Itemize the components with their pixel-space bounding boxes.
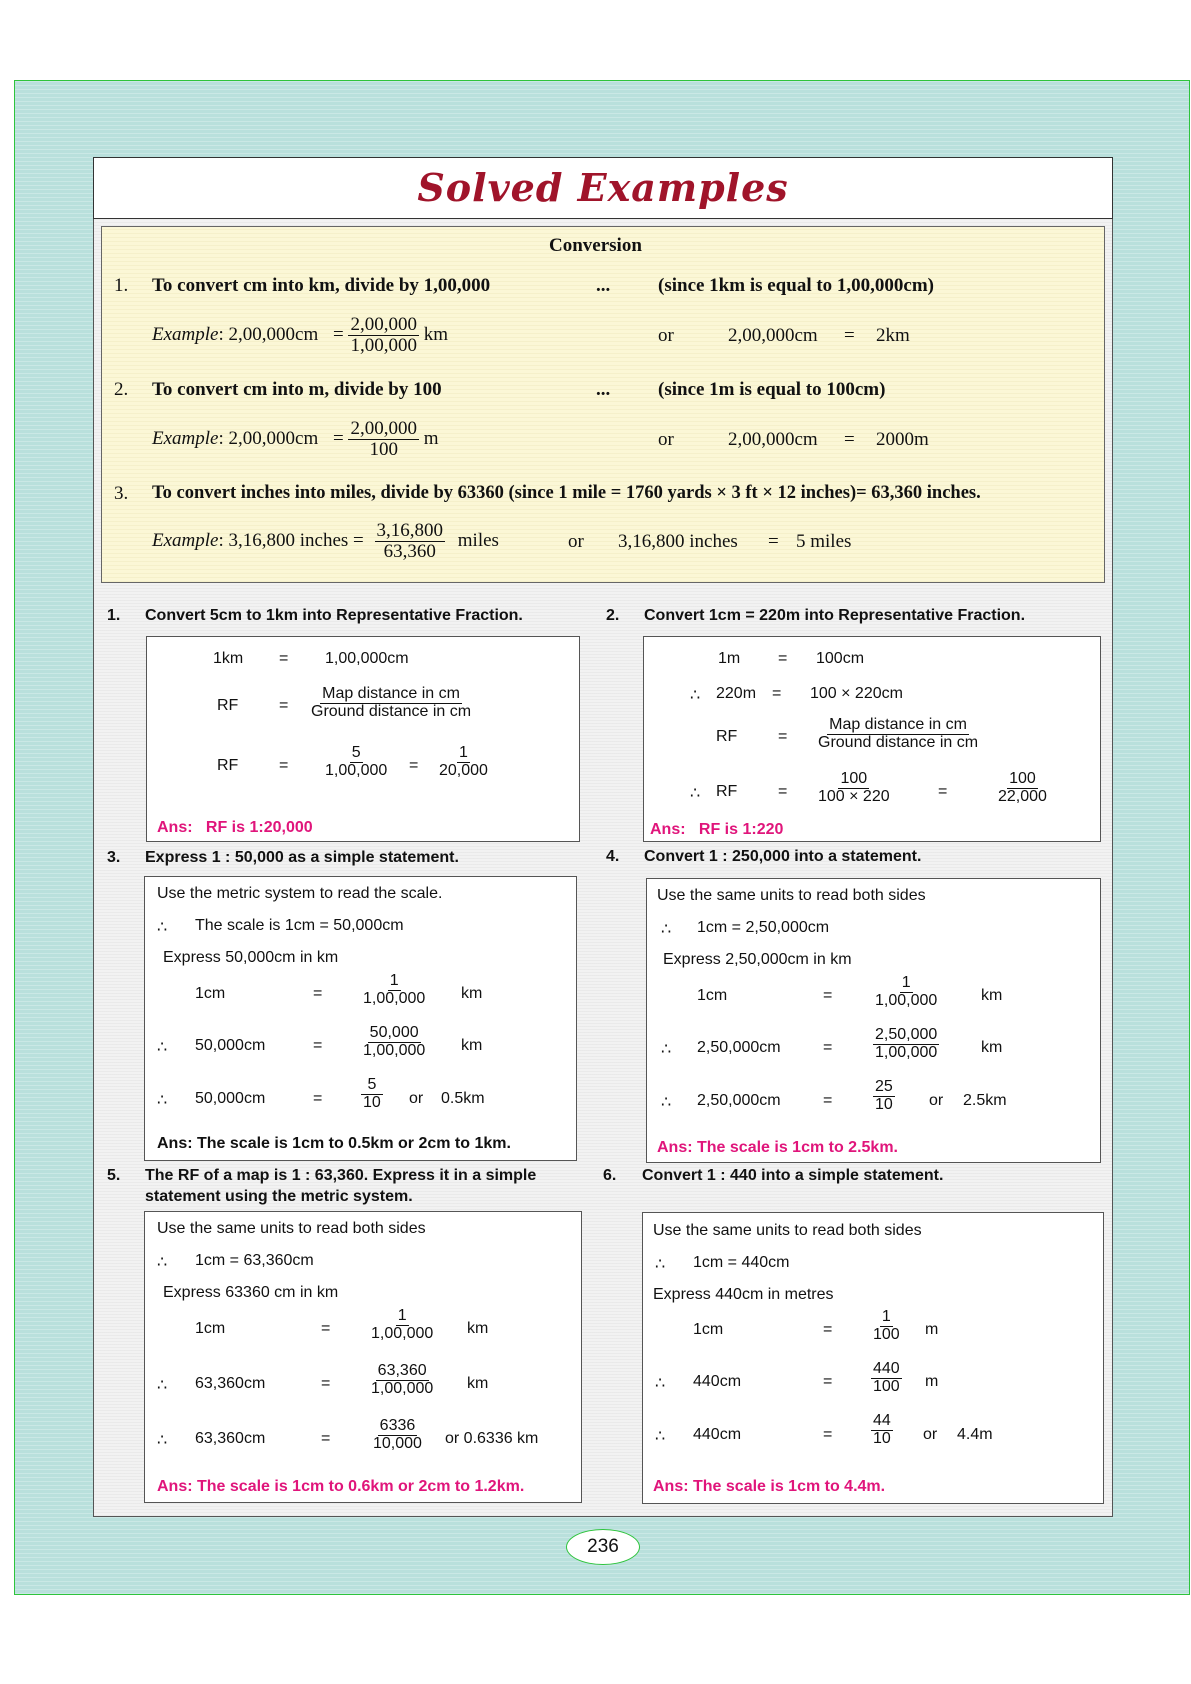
q4-r3-lhs: 2,50,000cm <box>697 1092 781 1109</box>
q3-r2-eq: = <box>313 1037 323 1054</box>
title-banner <box>93 157 1113 219</box>
q5-therefore-3: ∴ <box>157 1432 168 1449</box>
rule3-alt-eq: = <box>768 531 779 552</box>
q6-therefore-2: ∴ <box>655 1375 666 1392</box>
q4-r3-rhs: 2.5km <box>963 1092 1007 1109</box>
q1-answer: Ans: RF is 1:20,000 <box>157 819 313 836</box>
q3-line-2: The scale is 1cm = 50,000cm <box>195 917 404 934</box>
q5-r1-eq: = <box>321 1320 331 1337</box>
q2-frac-a: $\frac{100}{100 \times 220}$ <box>818 770 890 805</box>
q3-r1-frac: $\frac{1}{1,00,000}$ <box>363 972 426 1007</box>
q2-l1-rhs: 100cm <box>816 650 865 667</box>
q1-l2-lhs: RF <box>217 697 239 714</box>
q3-r1-eq: = <box>313 985 323 1002</box>
q6-r2-frac: $\frac{440}{100}$ <box>873 1360 900 1395</box>
q5-solution-box <box>144 1211 582 1503</box>
q2-therefore-2: ∴ <box>690 785 701 802</box>
rule2-text: To convert cm into m, divide by 100 <box>152 379 442 400</box>
q3-r2-unit: km <box>461 1037 483 1054</box>
q4-r1-eq: = <box>823 987 833 1004</box>
q4-r1-unit: km <box>981 987 1003 1004</box>
q5-therefore-1: ∴ <box>157 1254 168 1271</box>
rule1-or: or <box>658 325 674 346</box>
q4-r2-unit: km <box>981 1039 1003 1056</box>
q6-line-1: Use the same units to read both sides <box>653 1222 922 1239</box>
q6-r1-eq: = <box>823 1321 833 1338</box>
q4-line-2: 1cm = 2,50,000cm <box>697 919 830 936</box>
rule2-alt-eq: = <box>844 429 855 450</box>
rule3-text: To convert inches into miles, divide by 63360 (since 1 mile = 1760 yards × 3 ft × 12 inches)= 63,360 inches. <box>152 483 981 503</box>
q3-r1-unit: km <box>461 985 483 1002</box>
q6-r2-unit: m <box>925 1373 939 1390</box>
q2-l3-lhs: RF <box>716 728 738 745</box>
q3-r1-lhs: 1cm <box>195 985 226 1002</box>
q6-therefore-3: ∴ <box>655 1428 666 1445</box>
q6-number: 6. <box>603 1167 617 1184</box>
q2-answer: Ans: RF is 1:220 <box>650 821 784 838</box>
q3-line-1: Use the metric system to read the scale. <box>157 885 443 902</box>
q3-r2-lhs: 50,000cm <box>195 1037 266 1054</box>
q5-r2-frac: $\frac{63,360}{1,00,000}$ <box>371 1362 434 1397</box>
q5-r2-unit: km <box>467 1375 489 1392</box>
q5-line-3: Express 63360 cm in km <box>163 1284 339 1301</box>
q4-r2-lhs: 2,50,000cm <box>697 1039 781 1056</box>
rule1-note: (since 1km is equal to 1,00,000cm) <box>658 275 935 296</box>
q5-title-line-1: The RF of a map is 1 : 63,360. Express it in a simple <box>145 1167 537 1184</box>
rule1-example: Example: 2,00,000cm = $\frac{2,00,000}{1,00,000}$ km <box>152 314 448 356</box>
q2-l4-eq2: = <box>938 783 948 800</box>
rule1-dots: ... <box>596 275 611 296</box>
q5-r1-lhs: 1cm <box>195 1320 226 1337</box>
rule2-number: 2. <box>114 379 129 400</box>
rule1-number: 1. <box>114 275 129 296</box>
q4-r1-frac: $\frac{1}{1,00,000}$ <box>875 974 938 1009</box>
q2-therefore-1: ∴ <box>690 687 701 704</box>
rule3-example: Example: 3,16,800 inches = $\frac{3,16,800}{63,360}$ miles <box>152 520 499 562</box>
q4-therefore-2: ∴ <box>661 1041 672 1058</box>
q3-title: Express 1 : 50,000 as a simple statement. <box>145 849 459 866</box>
q6-r1-lhs: 1cm <box>693 1321 724 1338</box>
q6-r3-rhs: 4.4m <box>957 1426 993 1443</box>
q3-solution-box <box>144 876 577 1161</box>
rule3-alt-rhs: 5 miles <box>796 531 852 552</box>
q2-l2-rhs: 100 × 220cm <box>810 685 903 702</box>
q1-l1-rhs: 1,00,000cm <box>325 650 409 667</box>
q4-therefore-3: ∴ <box>661 1094 672 1111</box>
q3-therefore-2: ∴ <box>157 1039 168 1056</box>
page-title: Solved Examples <box>417 165 789 210</box>
rule3-fraction: $\frac{3,16,800}{63,360}$ <box>376 520 444 562</box>
q5-r3-eq: = <box>321 1430 331 1447</box>
q6-answer: Ans: The scale is 1cm to 4.4m. <box>653 1478 886 1495</box>
q6-solution-box <box>642 1212 1104 1504</box>
q3-r3-or: or <box>409 1090 424 1107</box>
q5-r2-lhs: 63,360cm <box>195 1375 266 1392</box>
q4-title: Convert 1 : 250,000 into a statement. <box>644 848 922 865</box>
q2-l1-lhs: 1m <box>718 650 741 667</box>
q6-r3-lhs: 440cm <box>693 1426 742 1443</box>
q4-line-1: Use the same units to read both sides <box>657 887 926 904</box>
q1-l1-eq: = <box>279 650 289 667</box>
q1-l3-lhs: RF <box>217 757 239 774</box>
page-number: 236 <box>566 1529 640 1565</box>
q4-r3-frac: $\frac{25}{10}$ <box>875 1078 893 1113</box>
q2-l3-eq: = <box>778 728 788 745</box>
q4-solution-box <box>646 878 1101 1163</box>
q5-r1-frac: $\frac{1}{1,00,000}$ <box>371 1307 434 1342</box>
q6-title: Convert 1 : 440 into a simple statement. <box>642 1167 944 1184</box>
q2-rf-formula: Map distance in cm Ground distance in cm <box>818 716 979 751</box>
rule2-example: Example: 2,00,000cm = $\frac{2,00,000}{100}$ m <box>152 418 439 460</box>
q4-r2-frac: $\frac{2,50,000}{1,00,000}$ <box>875 1026 938 1061</box>
q4-r2-eq: = <box>823 1039 833 1056</box>
rule2-alt-rhs: 2000m <box>876 429 929 450</box>
q2-l2-eq: = <box>772 685 782 702</box>
rule2-fraction: $\frac{2,00,000}{100}$ <box>350 418 417 460</box>
q1-l2-eq: = <box>279 697 289 714</box>
rule2-dots: ... <box>596 379 611 400</box>
q5-answer: Ans: The scale is 1cm to 0.6km or 2cm to 1.2km. <box>157 1478 525 1495</box>
q6-r3-frac: $\frac{44}{10}$ <box>873 1412 891 1447</box>
q6-r2-lhs: 440cm <box>693 1373 742 1390</box>
q3-answer: Ans: The scale is 1cm to 0.5km or 2cm to 1km. <box>157 1135 511 1152</box>
q2-l1-eq: = <box>778 650 788 667</box>
q1-frac-a: $\frac{5}{1,00,000}$ <box>325 744 388 779</box>
rule2-alt-lhs: 2,00,000cm <box>728 429 818 450</box>
q6-line-2: 1cm = 440cm <box>693 1254 790 1271</box>
rule3-number: 3. <box>114 483 129 504</box>
q5-r3-frac: $\frac{6336}{10,000}$ <box>373 1417 422 1452</box>
q2-title: Convert 1cm = 220m into Representative Fraction. <box>644 607 1026 624</box>
q1-rf-formula: Map distance in cm Ground distance in cm <box>311 685 472 720</box>
q6-r1-frac: $\frac{1}{100}$ <box>873 1308 900 1343</box>
rule1-alt-lhs: 2,00,000cm <box>728 325 818 346</box>
q1-frac-b: $\frac{1}{20,000}$ <box>439 744 488 779</box>
q5-r1-unit: km <box>467 1320 489 1337</box>
q3-number: 3. <box>107 849 121 866</box>
q6-r3-eq: = <box>823 1426 833 1443</box>
q2-number: 2. <box>606 607 620 624</box>
q1-l1-lhs: 1km <box>213 650 244 667</box>
q3-r3-rhs: 0.5km <box>441 1090 485 1107</box>
q2-l2-lhs: 220m <box>716 685 757 702</box>
q5-therefore-2: ∴ <box>157 1377 168 1394</box>
q5-title-line-2: statement using the metric system. <box>145 1188 413 1205</box>
q5-line-2: 1cm = 63,360cm <box>195 1252 314 1269</box>
q1-l3-eq: = <box>279 757 289 774</box>
conversion-box <box>101 226 1105 583</box>
q5-r3-lhs: 63,360cm <box>195 1430 266 1447</box>
rule1-text: To convert cm into km, divide by 1,00,000 <box>152 275 491 296</box>
q4-answer: Ans: The scale is 1cm to 2.5km. <box>657 1139 898 1156</box>
rule2-note: (since 1m is equal to 100cm) <box>658 379 886 400</box>
q1-number: 1. <box>107 607 121 624</box>
q4-therefore-1: ∴ <box>661 921 672 938</box>
q5-line-1: Use the same units to read both sides <box>157 1220 426 1237</box>
q1-solution-box <box>146 636 580 842</box>
rule3-or: or <box>568 531 584 552</box>
q3-line-3: Express 50,000cm in km <box>163 949 339 966</box>
q6-r1-unit: m <box>925 1321 939 1338</box>
q4-r3-eq: = <box>823 1092 833 1109</box>
q3-r3-frac: $\frac{5}{10}$ <box>363 1076 381 1111</box>
q2-solution-box <box>643 636 1101 842</box>
rule1-fraction: $\frac{2,00,000}{1,00,000}$ <box>350 314 417 356</box>
q4-line-3: Express 2,50,000cm in km <box>663 951 852 968</box>
q5-r3-rhs: or 0.6336 km <box>445 1430 539 1447</box>
q4-number: 4. <box>606 848 620 865</box>
q2-l4-eq: = <box>778 783 788 800</box>
q2-frac-b: $\frac{100}{22,000}$ <box>998 770 1047 805</box>
q3-r2-frac: $\frac{50,000}{1,00,000}$ <box>363 1024 426 1059</box>
conversion-heading: Conversion <box>549 235 642 256</box>
q4-r1-lhs: 1cm <box>697 987 728 1004</box>
q3-therefore-3: ∴ <box>157 1092 168 1109</box>
q1-l3-eq2: = <box>409 757 419 774</box>
rule3-alt-lhs: 3,16,800 inches <box>618 531 738 552</box>
q3-r3-lhs: 50,000cm <box>195 1090 266 1107</box>
q1-title: Convert 5cm to 1km into Representative Fraction. <box>145 607 523 624</box>
q5-r2-eq: = <box>321 1375 331 1392</box>
q6-therefore-1: ∴ <box>655 1256 666 1273</box>
rule1-alt-rhs: 2km <box>876 325 910 346</box>
rule1-alt-eq: = <box>844 325 855 346</box>
q6-line-3: Express 440cm in metres <box>653 1286 834 1303</box>
q5-number: 5. <box>107 1167 121 1184</box>
q6-r3-or: or <box>923 1426 938 1443</box>
q3-therefore-1: ∴ <box>157 919 168 936</box>
q2-l4-lhs: RF <box>716 783 738 800</box>
q6-r2-eq: = <box>823 1373 833 1390</box>
rule2-or: or <box>658 429 674 450</box>
q3-r3-eq: = <box>313 1090 323 1107</box>
q4-r3-or: or <box>929 1092 944 1109</box>
